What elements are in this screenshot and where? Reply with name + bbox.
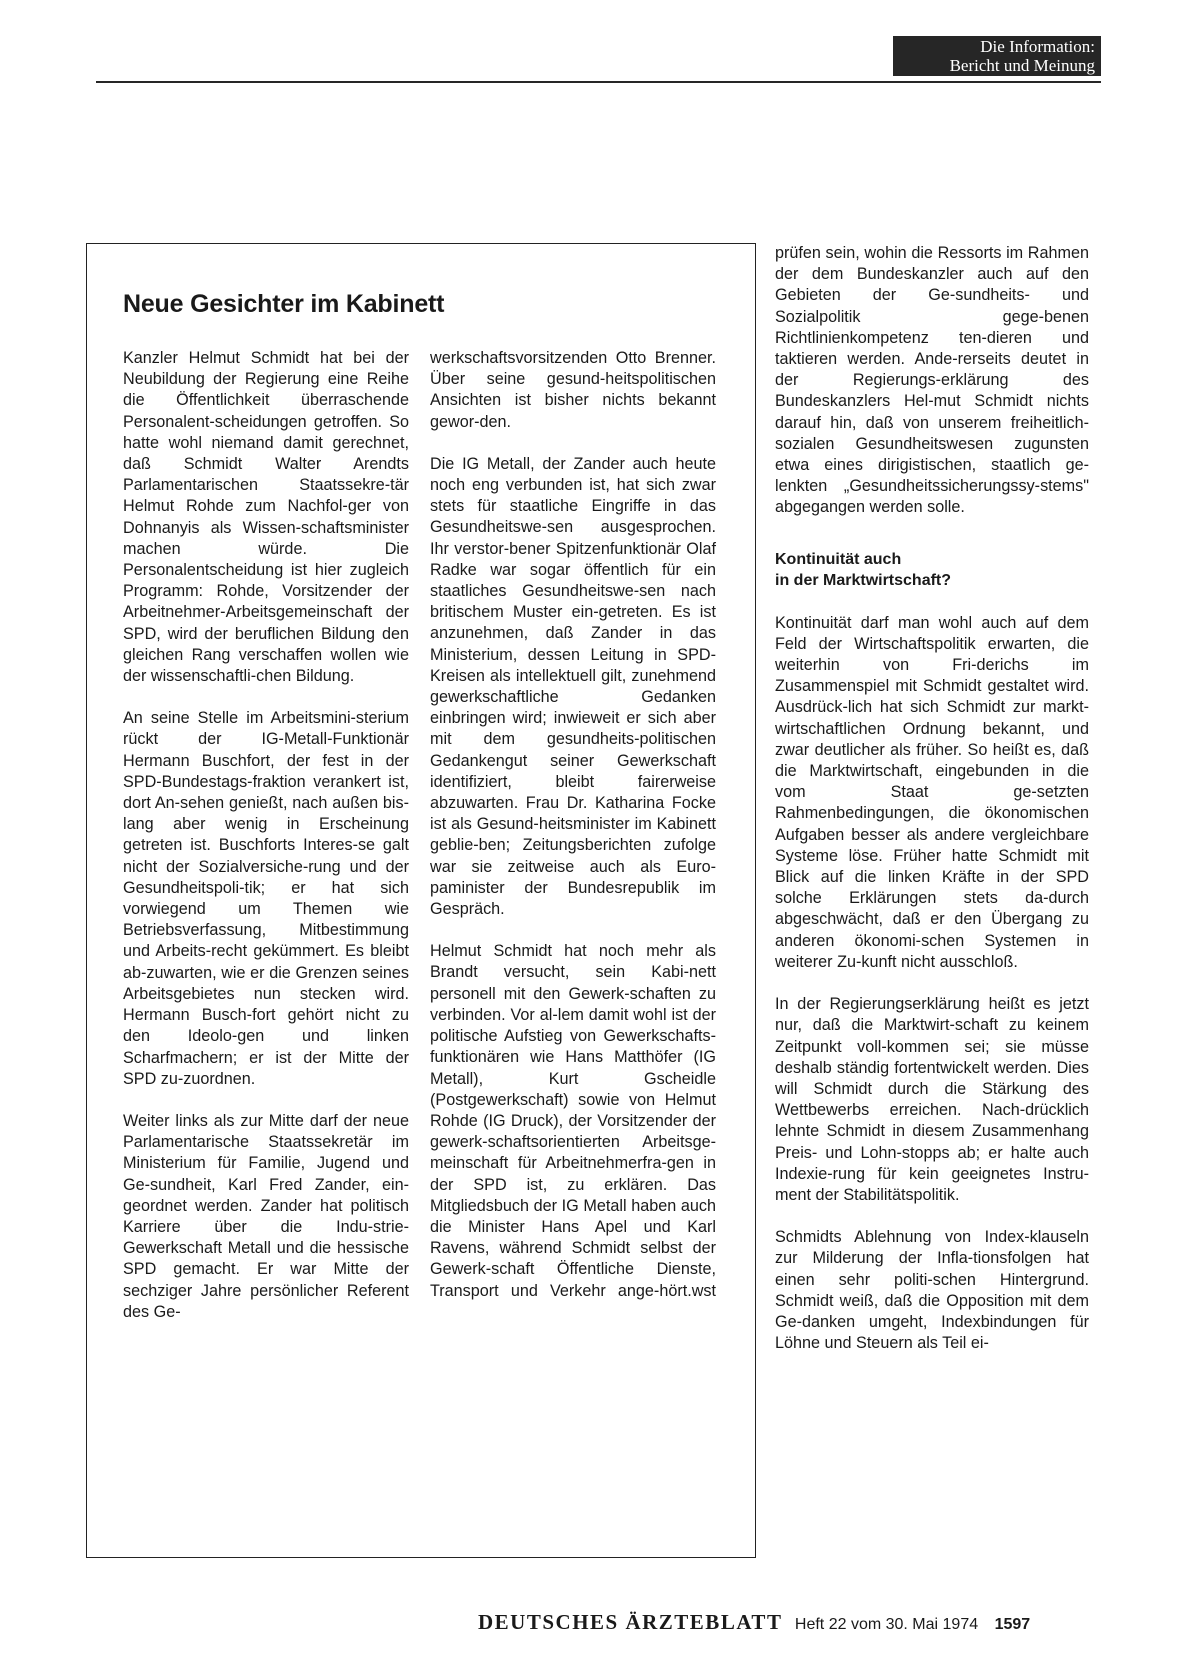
paragraph: Die IG Metall, der Zander auch heute noch eng verbunden ist, hat sich zwar stets für staatliche Eingriffe in das Gesundheitswe-sen ausgesprochen. Ihr verstor-bener Spitzenfunktionär Olaf Radke war sogar öffentlich für ein staatliches Gesundheitswe-sen nach britischem Muster ein-getreten. Es ist anzunehmen, daß Zander in das Ministerium, dessen Leitung in SPD-Kreisen als intellektuell gilt, zunehmend gewerkschaftliche Gedanken einbringen wird; inwieweit er sich aber mit dem gesundheits-politischen Gedankengut seiner Gewerkschaft identifiziert, bleibt fairerweise abzuwarten. Frau Dr. Katharina Focke ist als Gesund-heitsminister im Kabinett geblie-ben; Zeitungsberichten zufolge war sie zeitweise auch als Euro-paminister der Bundesrepublik im Gespräch.: [430, 454, 716, 919]
magazine-name: DEUTSCHES ÄRZTEBLATT: [478, 1610, 783, 1634]
subheading-line2: in der Marktwirtschaft?: [775, 571, 952, 589]
article-column-1: [123, 348, 409, 1344]
article-column-2: [430, 348, 716, 1323]
page-footer: [478, 1610, 1030, 1635]
page-number: 1597: [994, 1616, 1031, 1633]
paragraph: werkschaftsvorsitzenden Otto Brenner. Über seine gesund-heitspolitischen Ansichten ist bisher nichts bekannt gewor-den.: [430, 349, 716, 431]
header-rule: [96, 81, 1101, 83]
author-initials: wst: [691, 1281, 716, 1300]
subheading: [775, 549, 1089, 591]
paragraph: Schmidts Ablehnung von Index-klauseln zur Milderung der Infla-tionsfolgen hat einen sehr politi-schen Hintergrund. Schmidt weiß, daß die Opposition mit dem Ge-danken umgeht, Indexbindungen für Löhne und Steuern als Teil ei-: [775, 1228, 1089, 1353]
paragraph: Weiter links als zur Mitte darf der neue Parlamentarische Staatssekretär im Ministerium für Familie, Jugend und Ge-sundheit, Karl Fred Zander, ein-geordnet werden. Zander hat politisch Karriere über die Indu-strie-Gewerkschaft Metall und die hessische SPD gemacht. Er war Mitte der sechziger Jahre persönlicher Referent des Ge-: [123, 1111, 409, 1321]
paragraph: Kanzler Helmut Schmidt hat bei der Neubildung der Regierung eine Reihe die Öffentlichkeit überraschende Personalent-scheidungen getroffen. So hatte wohl niemand damit gerechnet, daß Schmidt Walter Arendts Parlamentarischen Staatssekre-tär Helmut Rohde zum Nachfol-ger von Dohnanyis als Wissen-schaftsminister machen würde. Die Personalentscheidung ist hier zugleich Programm: Rohde, Vorsitzender der Arbeitnehmer-Arbeitsgemeinschaft der SPD, wird der beruflichen Bildung den gleichen Rang verschaffen wollen wie der wissenschaftli-chen Bildung.: [123, 349, 409, 686]
subheading-line1: Kontinuität auch: [775, 550, 902, 568]
article-column-3: [775, 243, 1089, 1375]
issue-info: Heft 22 vom 30. Mai 1974: [794, 1616, 979, 1633]
article-title: Neue Gesichter im Kabinett: [123, 290, 445, 318]
paragraph: prüfen sein, wohin die Ressorts im Rahmen der dem Bundeskanzler auch auf den Gebieten der Ge-sundheits- und Sozialpolitik gege-benen Richtlinienkompetenz ten-dieren und taktieren werden. Ande-rerseits deutet in der Regierungs-erklärung des Bundeskanzlers Hel-mut Schmidt nichts darauf hin, daß von unserem freiheitlich-sozialen Gesundheitswesen zugunsten etwa eines dirigistischen, staatlich ge-lenkten „Gesundheitssicherungssy-stems" abgegangen werden solle.: [775, 244, 1089, 517]
paragraph-text: Helmut Schmidt hat noch mehr als Brandt versucht, sein Kabi-nett personell mit den Gewerk-schaften zu verbinden. Vor al-lem damit wohl ist der politische Aufstieg von Gewerkschafts-funktionären wie Hans Matthöfer (IG Metall), Kurt Gscheidle (Postgewerkschaft) sowie von Helmut Rohde (IG Druck), der Vorsitzender der gewerk-schaftsorientierten Arbeitsge-meinschaft für Arbeitnehmerfra-gen in der SPD ist, zu erklären. Das Mitgliedsbuch der IG Metall haben auch die Minister Hans Apel und Karl Ravens, während Schmidt selbst der Gewerk-schaft Öffentliche Dienste, Transport und Verkehr ange-hört.: [430, 942, 716, 1300]
paragraph: Kontinuität darf man wohl auch auf dem Feld der Wirtschaftspolitik erwarten, die weiterhin von Fri-derichs im Zusammenspiel mit Schmidt gestaltet wird. Ausdrück-lich hat sich Schmidt zur markt-wirtschaftlichen Ordnung bekannt, und zwar deutlicher als früher. So heißt es, daß die Marktwirtschaft, eingebunden in die vom Staat ge-setzten Rahmenbedingungen, die ökonomischen Aufgaben besser als andere vergleichbare Systeme löse. Früher hatte Schmidt mit Blick auf die linken Kräfte in der SPD solche Erklärungen stets da-durch abgeschwächt, daß er den Übergang zu anderen ökonomi-schen Systemen in weiterer Zu-kunft nicht ausschloß.: [775, 613, 1089, 971]
section-badge-line1: Die Information:: [980, 37, 1095, 56]
section-badge-line2: Bericht und Meinung: [949, 56, 1095, 75]
section-badge: [893, 36, 1101, 76]
paragraph: [430, 941, 716, 1301]
paragraph: In der Regierungserklärung heißt es jetzt nur, daß die Marktwirt-schaft zu keinem Zeitpunkt voll-kommen sei; sie müsse deshalb ständig fortentwickelt werden. Dies will Schmidt durch die Stärkung des Wettbewerbs erreichen. Nach-drücklich lehnte Schmidt in diesem Zusammenhang Preis- und Lohn-stopps ab; er halte auch Indexie-rung für kein geeignetes Instru-ment der Stabilitätspolitik.: [775, 995, 1089, 1204]
paragraph: An seine Stelle im Arbeitsmini-sterium rückt der IG-Metall-Funktionär Hermann Buschfort, der fest in der SPD-Bundestags-fraktion verankert ist, dort An-sehen genießt, nach außen bis-lang aber wenig in Erscheinung getreten ist. Buschforts Interes-se galt nicht der Sozialversiche-rung und der Gesundheitspoli-tik; er hat sich vorwiegend um Themen wie Betriebsverfassung, Mitbestimmung und Arbeits-recht gekümmert. Es bleibt ab-zuwarten, wie er die Grenzen seines Arbeitsgebietes nun stecken wird. Hermann Busch-fort gehört nicht zu den Ideolo-gen und linken Scharfmachern; er ist der Mitte der SPD zu-zuordnen.: [123, 709, 409, 1088]
